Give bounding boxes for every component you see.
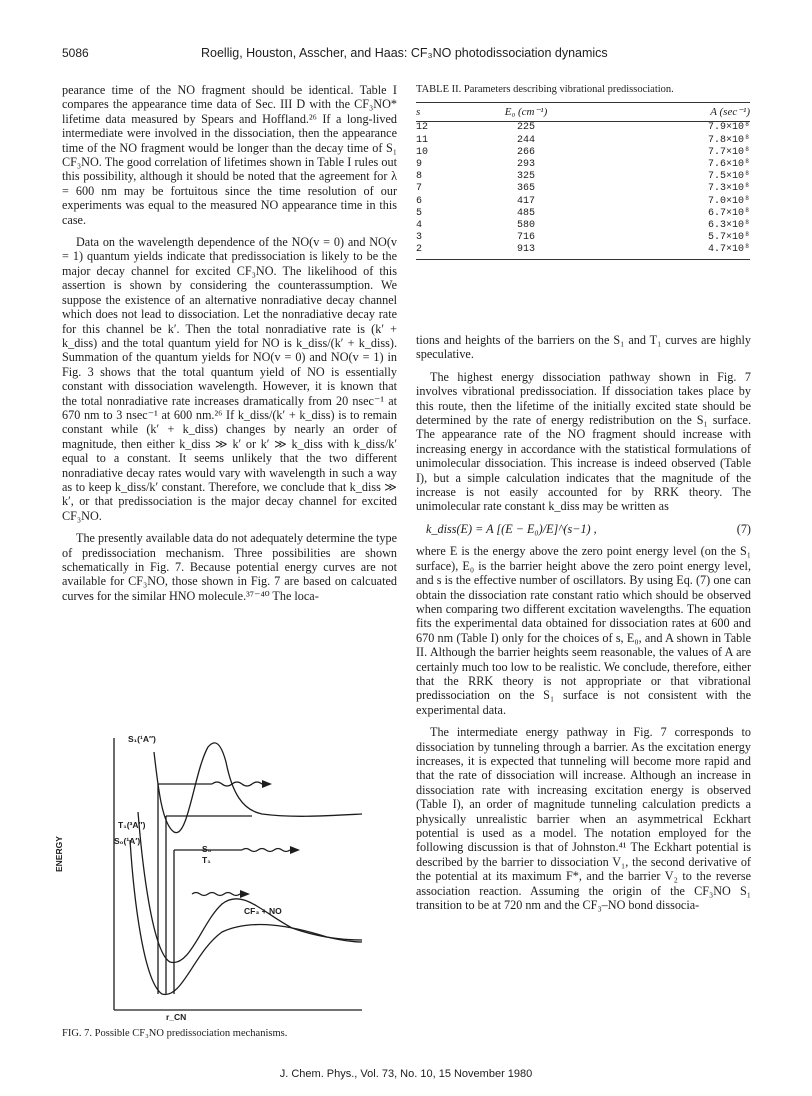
table-row [416,122,750,135]
arrowhead [262,780,272,788]
table-ii [416,84,750,260]
table-cell: 580 [516,220,535,232]
table-cell: 8 [416,171,423,183]
paragraph: Data on the wavelength dependence of the NO(v = 0) and NO(v = 1) quantum yields indicate that predissociation is likely to be the major decay channel for excited CF₃NO. The likelihood of this assertion is shown by considering the counterassumption. We suppose the existence of an alternative nonradiative decay channel which does not lead to dissociation. Let the nonradiative decay rate for this channel be k′. Then the total nonradiative rate is (k′ + k_diss) and the total quantum yield for NO is k_diss/(k′ + k_diss). Summation of the quantum yields for NO(v = 0) and NO(v = 1) in Fig. 3 shows that the total quantum yield of NO is essentially constant with dissociation wavelength. However, it is known that the total nonradiative rate increases dramatically from 20 nsec⁻¹ at 670 nm to 3 nsec⁻¹ at 600 nm.²⁶ If k_diss/(k′ + k_diss) is to remain constant while (k′ + k_diss) changes by nearly an order of magnitude, then either k_diss ≫ k′ or k′ ≫ k_diss with k_diss/k′ equal to a constant. It seems unlikely that the two different nonradiative decay rates would vary with wavelength in such a way as to keep k_diss/k′ constant. Therefore, we conclude that k_diss ≫ k′, or that predissociation is the major decay channel for excited CF₃NO. [62,235,397,523]
potential-energy-diagram [62,732,402,1022]
table-cell: 11 [416,134,429,146]
table-cell: 7.7×10⁸ [707,146,750,158]
table-cell: 7.3×10⁸ [707,183,750,195]
table-cell: 5.7×10⁸ [707,232,750,244]
figure-7 [54,732,402,1022]
table-row [416,244,750,259]
pathway-arrow [212,782,262,786]
left-column [62,83,397,611]
table-cell: 6 [416,195,423,207]
table-cell: 7.9×10⁸ [707,122,750,134]
table-cell: 913 [471,244,581,259]
table-cell: 225 [516,122,535,134]
table-row [416,208,750,220]
table-caption: TABLE II. Parameters describing vibrational predissociation. [416,84,674,95]
table-cell: 9 [416,159,423,171]
table-row [416,220,750,232]
right-column [416,333,751,920]
table-cell: 7.6×10⁸ [707,159,750,171]
table-cell: 293 [516,159,535,171]
running-title: Roellig, Houston, Asscher, and Haas: CF₃NO photodissociation dynamics [201,46,608,60]
s1-label: S₁(¹A″) [128,734,156,744]
s0-right-label: S₀ [202,844,212,854]
pathway-arrow [242,849,290,852]
figure-caption: FIG. 7. Possible CF₃NO predissociation mechanisms. [62,1028,288,1039]
table-cell: 4 [416,220,423,232]
paragraph: The presently available data do not adequately determine the type of predissociation mechanism. Three possibilities are shown schematically in Fig. 7. Because potential energy curves are not available for CF₃NO, those shown in Fig. 7 are based on calcuated curves for the similar HNO molecule.³⁷⁻⁴⁰ The loca- [62,531,397,603]
table-row [416,159,750,171]
table-cell: 7.0×10⁸ [707,195,750,207]
table-cell: 6.3×10⁸ [707,220,750,232]
parameter-table [416,102,750,259]
arrowhead [290,846,300,854]
equation-7 [416,522,751,536]
table-cell: 485 [516,207,535,219]
s1-curve [154,743,362,833]
table-row [416,183,750,195]
equation-number: (7) [736,521,751,536]
page-number: 5086 [62,46,89,60]
table-cell: 7.8×10⁸ [707,134,750,146]
s0-label: S₀(¹A′) [114,836,141,846]
paragraph: The highest energy dissociation pathway shown in Fig. 7 involves vibrational predissociation. If dissociation takes place by this route, then the lifetime of the initially excited state should be determined by the rate of energy redistribution on the S₁ surface. The appearance rate of the NO fragment should increase with increasing energy in accordance with the statistical formulations of unimolecular dissociation. This increase is indeed observed (Table I), but a simple calculation indicates that the magnitude of the increase is not easily accounted for by RRK theory. The unimolecular rate constant k_diss may be written as [416,369,751,514]
column-header: s [416,103,471,122]
table-cell: 12 [416,122,429,134]
table-row [416,147,750,159]
paragraph: The intermediate energy pathway in Fig. 7 corresponds to dissociation by tunneling through a barrier. As the excitation energy increases, it is expected that tunneling will become more rapid and that the rate of dissociation will increase. Although an increase in dissociation rate with increasing excitation energy is observed (Table I), an order of magnitude tunneling calculation predicts a physically unrealistic barrier when an asymmetrical Eckhart potential is used as a model. The notation employed for the following discussion is that of Johnston.⁴¹ The Eckhart potential is described by the barrier to dissociation V₁, the second derivative of the potential at its maximum F*, and the barrier V₂ to the reverse association reaction. Assuming the origin of the CF₃NO S₁ transition to be at 720 nm and the CF₃–NO bond dissocia- [416,725,751,913]
table-cell: 6.7×10⁸ [707,207,750,219]
table-cell: 3 [416,232,423,244]
paragraph: where E is the energy above the zero point energy level (on the S₁ surface), E₀ is the barrier height above the zero point energy level, and s is the effective number of oscillators. By using Eq. (7) one can obtain the dissociation rate constant ratio which should be observed when comparing two different excitation wavelengths. The equation fits the experimental data obtained for dissociation rates at 600 and 670 nm (Table I) only for the choices of s, E₀, and A shown in Table II. Although the barrier heights seem reasonable, the values of A are certainly much too low to be realistic. We conclude, therefore, either that the RRK theory is not appropriate or that vibrational predissociation on the S₁ surface is not consistent with the experimental data. [416,544,751,717]
table-header-row [416,103,750,122]
table-cell: 365 [516,183,535,195]
table-row [416,171,750,183]
table-cell: 417 [516,195,535,207]
table-cell: 7.5×10⁸ [707,171,750,183]
s0-curve [130,840,362,995]
table-cell: 244 [516,134,535,146]
table-cell: 2 [416,244,471,259]
paragraph: tions and heights of the barriers on the S₁ and T₁ curves are highly speculative. [416,333,751,362]
equation-body: k_diss(E) = A [(E − E₀)/E]^(s−1) , [426,521,597,536]
table-cell: 7 [416,183,423,195]
table-row [416,135,750,147]
table-cell: 10 [416,146,429,158]
table-cell: 5 [416,207,423,219]
page-footer: J. Chem. Phys., Vol. 73, No. 10, 15 November 1980 [279,1068,533,1080]
table-row [416,232,750,244]
pathway-arrow [192,893,240,896]
arrowhead [240,890,250,898]
page-header [62,46,750,66]
t1-curve [138,812,362,963]
products-label: CF₃ + NO [244,906,282,916]
t1-right-label: T₁ [202,855,211,865]
t1-label: T₁(³A″) [118,820,146,830]
energy-axis-label: ENERGY [54,836,64,872]
column-header: E₀ (cm⁻¹) [471,103,581,122]
column-header: A (sec⁻¹) [581,103,750,122]
table-row [416,196,750,208]
table-cell: 716 [516,232,535,244]
table-cell: 266 [516,146,535,158]
table-cell: 4.7×10⁸ [581,244,750,259]
paragraph: pearance time of the NO fragment should be identical. Table I compares the appearance time data of Sec. III D with the CF₃NO* lifetime data measured by Spears and Hoffland.²⁶ If a long-lived intermediate were involved in the dissociation, then the appearance time of the NO fragment would be longer than the decay time of S₁ CF₃NO. The good correlation of lifetimes shown in Table I rules out this possibility, although it should be noted that the agreement for λ = 600 nm may be fortuitous since the time resolution of our experiments was equal to the measured NO appearance time in this case. [62,83,397,227]
table-cell: 325 [516,171,535,183]
rcn-axis-label: r_CN [166,1012,187,1022]
